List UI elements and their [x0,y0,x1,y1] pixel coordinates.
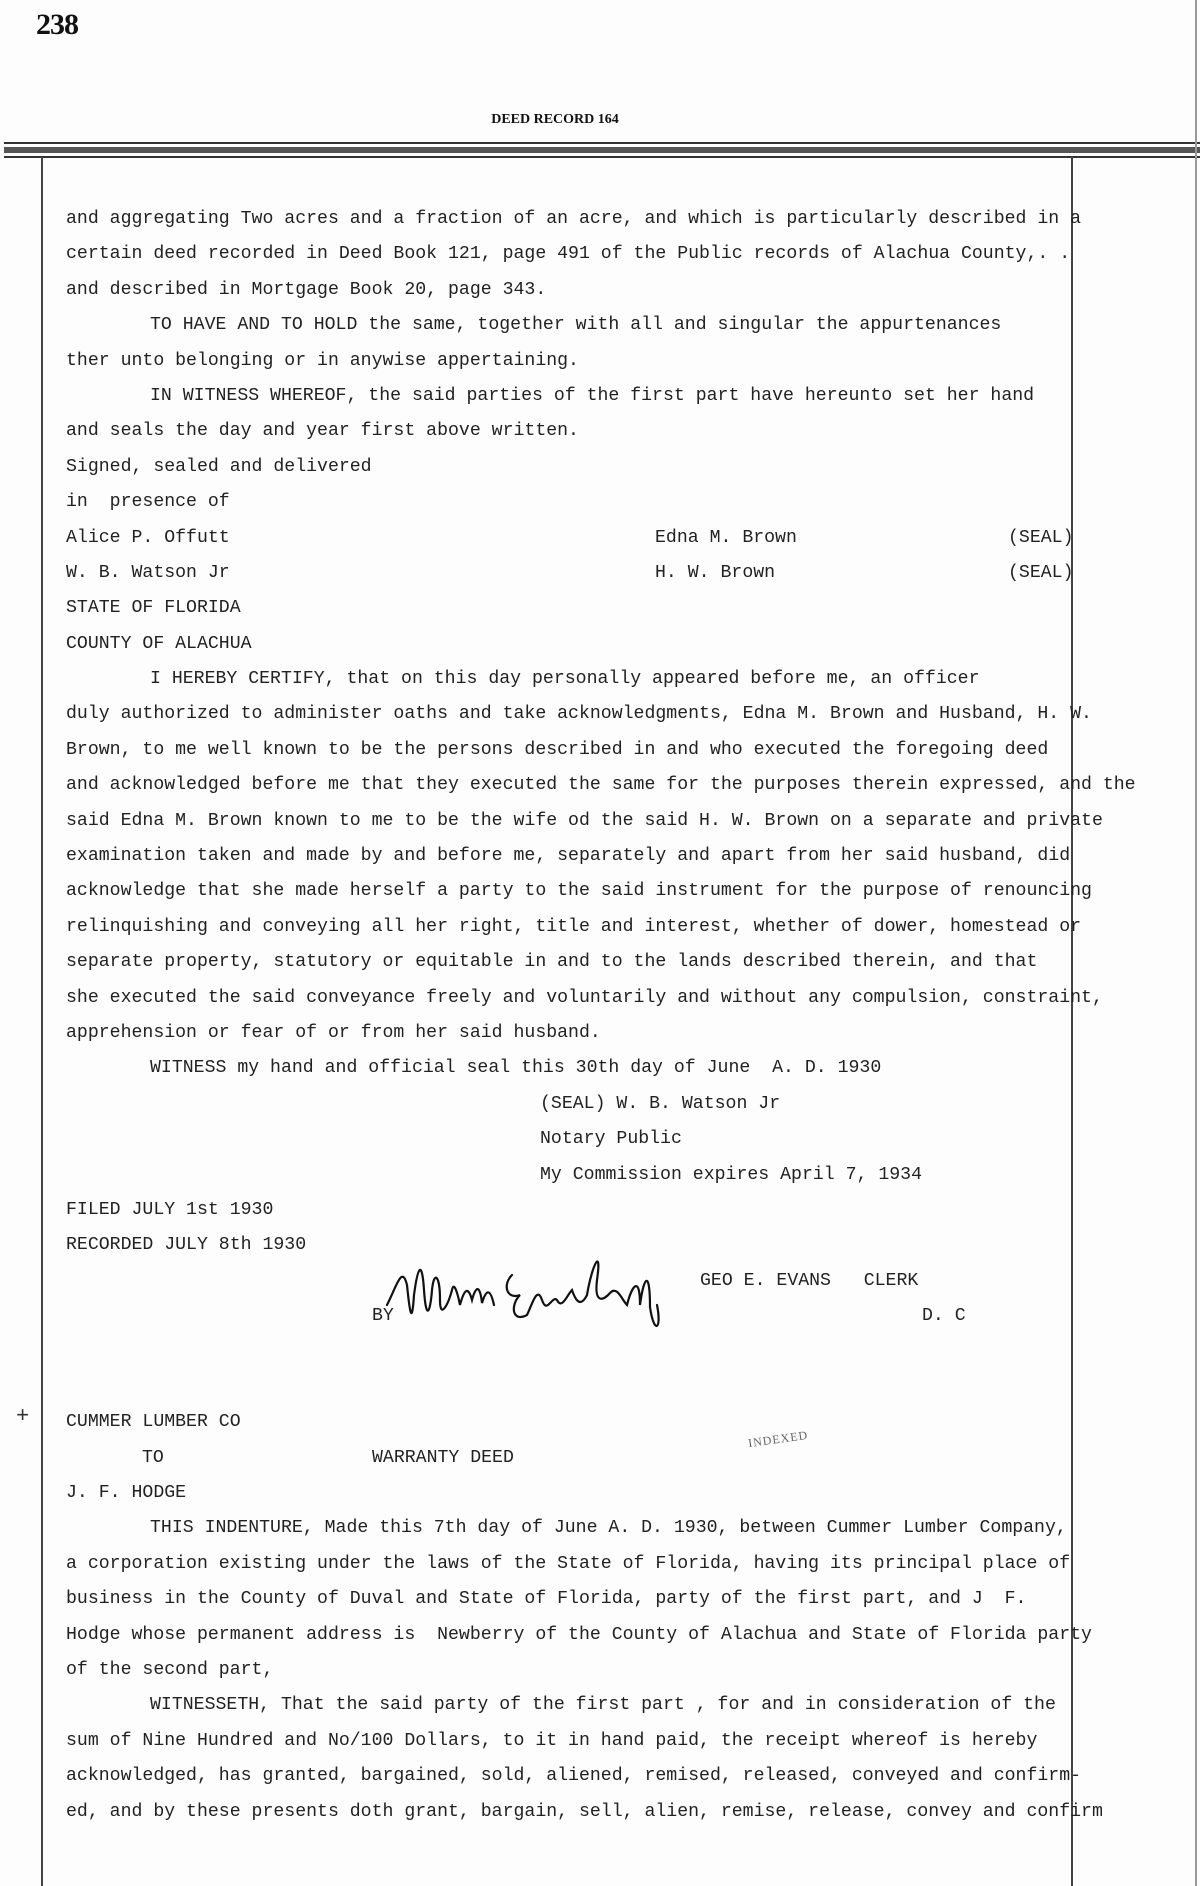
text-line: Signed, sealed and delivered [66,456,372,477]
text-line: separate property, statutory or equitable in and to the lands described therein, and that [66,952,1038,973]
text-line: Brown, to me well known to be the persons described in and who executed the foregoing deed [66,739,1049,760]
deed-type: WARRANTY DEED [372,1447,514,1468]
text-line: apprehension or fear of or from her said husband. [66,1022,601,1043]
margin-mark: + [16,1404,30,1429]
grantor-name: H. W. Brown [655,562,776,583]
text-line: THIS INDENTURE, Made this 7th day of June A. D. 1930, between Cummer Lumber Company, [150,1518,1067,1539]
text-line: TO HAVE AND TO HOLD the same, together with all and singular the appurtenances [150,315,1002,336]
document-body [0,202,1200,1830]
notary-commission: My Commission expires April 7, 1934 [540,1164,922,1185]
text-line: duly authorized to administer oaths and take acknowledgments, Edna M. Brown and Husband, H. W. [66,704,1092,725]
signature-row [0,556,1200,591]
notary-title: Notary Public [540,1129,682,1150]
text-line: Hodge whose permanent address is Newberry of the County of Alachua and State of Florida party [66,1624,1092,1645]
witness-name: Alice P. Offutt [66,527,230,548]
header-rule [4,156,1200,158]
indexed-stamp: INDEXED [747,1427,809,1451]
text-line: she executed the said conveyance freely and voluntarily and without any compulsion, constraint, [66,987,1103,1008]
text-line: in presence of [66,492,230,513]
text-line: acknowledge that she made herself a party to the said instrument for the purpose of renouncing [66,881,1092,902]
text-line: relinquishing and conveying all her right, title and interest, whether of dower, homestead or [66,916,1082,937]
text-line: and aggregating Two acres and a fraction of an acre, and which is particularly described in a [66,209,1082,229]
text-line: of the second part, [66,1660,274,1681]
by-label: BY [372,1306,394,1327]
seal-label: (SEAL) [1008,527,1074,548]
book-title: DEED RECORD 164 [491,112,619,127]
to-label: TO [142,1447,164,1468]
text-line: sum of Nine Hundred and No/100 Dollars, to it in hand paid, the receipt whereof is hereby [66,1730,1038,1751]
text-line: acknowledged, has granted, bargained, sold, aliened, remised, released, conveyed and confirm- [66,1766,1082,1787]
handwritten-signature [382,1245,722,1340]
clerk-name: GEO E. EVANS CLERK [700,1270,919,1291]
witness-name: W. B. Watson Jr [66,562,230,583]
grantor-name: Edna M. Brown [655,527,797,548]
text-line: WITNESS my hand and official seal this 30th day of June A. D. 1930 [150,1058,882,1079]
text-line: COUNTY OF ALACHUA [66,633,252,654]
text-line: a corporation existing under the laws of the State of Florida, having its principal place of [66,1553,1071,1574]
text-line: ther unto belonging or in anywise appertaining. [66,350,579,371]
text-line: and acknowledged before me that they executed the same for the purposes therein expressed, and the [66,775,1136,796]
text-line: and described in Mortgage Book 20, page 343. [66,279,547,300]
text-line: ed, and by these presents doth grant, bargain, sell, alien, remise, release, convey and confirm [66,1801,1103,1822]
header-rule [4,142,1200,144]
signature-row [0,521,1200,556]
header-rule [4,147,1200,153]
recorded-date: RECORDED JULY 8th 1930 [66,1235,307,1256]
text-line: examination taken and made by and before me, separately and apart from her said husband, did [66,846,1071,867]
seal-label: (SEAL) [1008,562,1074,583]
filed-date: FILED JULY 1st 1930 [66,1199,274,1220]
text-line: said Edna M. Brown known to me to be the wife od the said H. W. Brown on a separate and private [66,810,1103,831]
text-line: IN WITNESS WHEREOF, the said parties of the first part have hereunto set her hand [150,385,1035,406]
page-number: 238 [36,8,78,41]
text-line: STATE OF FLORIDA [66,598,241,619]
text-line: and seals the day and year first above written. [66,421,579,442]
text-line: I HEREBY CERTIFY, that on this day personally appeared before me, an officer [150,669,980,690]
text-line: certain deed recorded in Deed Book 121, page 491 of the Public records of Alachua County,. . [66,244,1071,265]
text-line: WITNESSETH, That the said party of the first part , for and in consideration of the [150,1695,1056,1716]
deputy-clerk-label: D. C [922,1306,966,1327]
notary-name: (SEAL) W. B. Watson Jr [540,1093,781,1114]
grantor-heading: CUMMER LUMBER CO [66,1412,241,1433]
grantee-heading: J. F. HODGE [66,1483,187,1504]
text-line: business in the County of Duval and State of Florida, party of the first part, and J F. [66,1589,1027,1610]
